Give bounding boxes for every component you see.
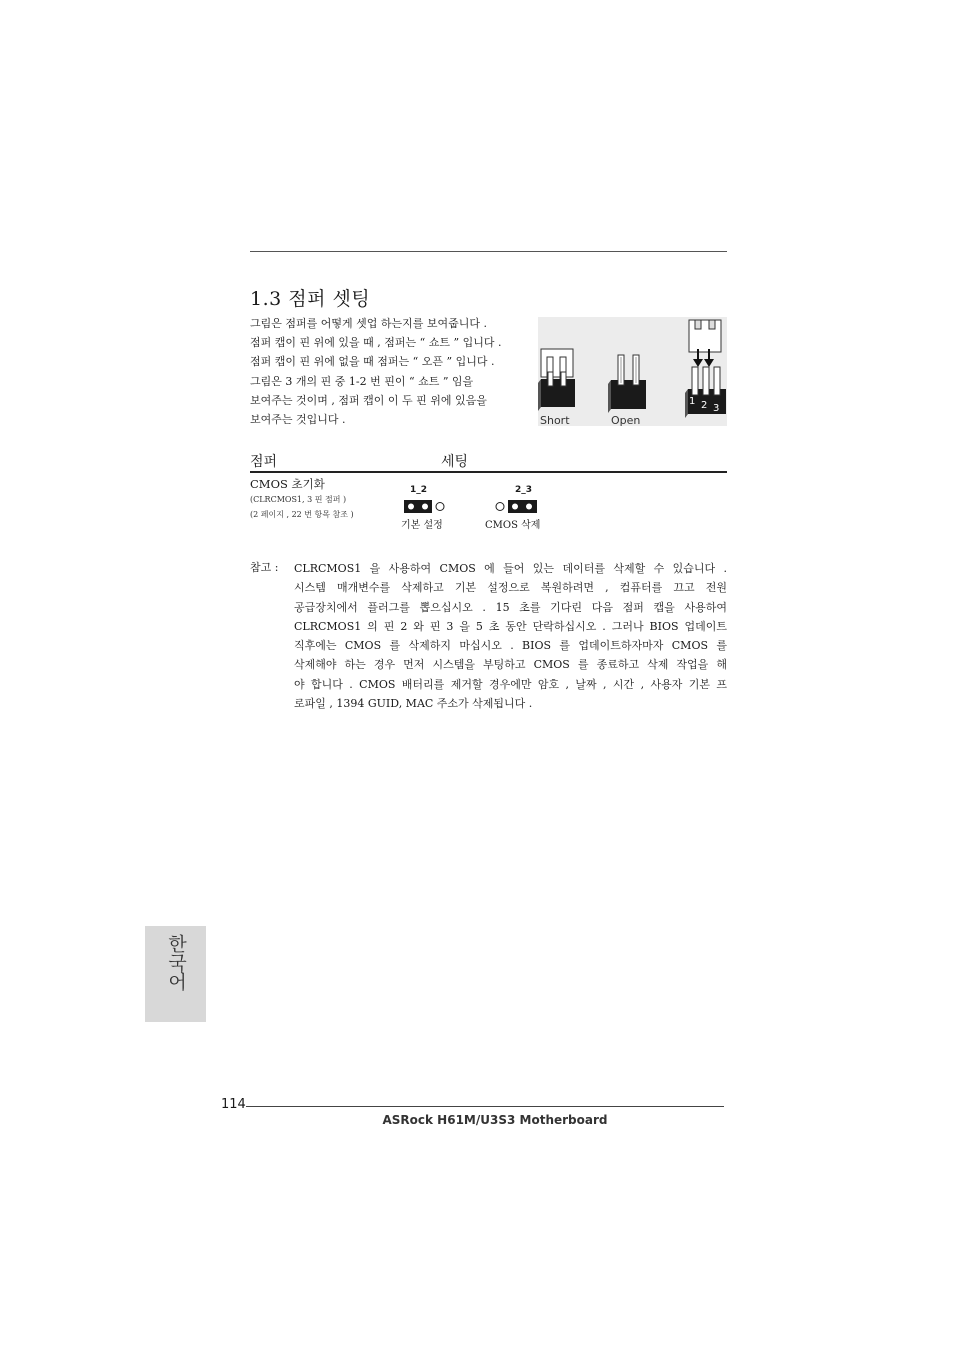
intro-line: 보여주는 것입니다 . (250, 413, 346, 427)
setting1-caption: 기본 설정 (401, 520, 443, 531)
note-line: 로파일 , 1394 GUID, MAC 주소가 삭제됩니다 . (294, 697, 533, 711)
language-tab-label: 한국어 (165, 934, 187, 991)
note-line: 시스템 매개변수를 삭제하고 기본 설정으로 복원하려면 , 컴퓨터를 끄고 전원 (294, 581, 727, 595)
jumper-diagram (538, 317, 727, 426)
setting2-jumper-icon (493, 499, 539, 515)
jumper-id: (CLRCMOS1, 3 핀 점퍼 ) (250, 495, 347, 504)
pin-number: 1 (689, 396, 696, 407)
footer-rule (246, 1106, 724, 1107)
intro-line: 그림은 점퍼를 어떻게 셋업 하는지를 보여줍니다 . (250, 317, 487, 330)
intro-line: 보여주는 것이며 , 점퍼 캡이 이 두 핀 위에 있음을 (250, 393, 487, 407)
top-rule (250, 251, 727, 252)
column-header-setting: 세팅 (441, 454, 469, 470)
note-line: 야 합니다 . CMOS 배터리를 제거할 경우에만 암호 , 날짜 , 시간 , 사용자 기본 프 (294, 677, 727, 691)
setting2-caption: CMOS 삭제 (485, 520, 541, 531)
open-label: Open (611, 414, 641, 426)
short-jumper-graphic (538, 349, 575, 411)
note-line: CLRCMOS1 의 핀 2 와 핀 3 을 5 초 동안 단락하십시오 . 그러나 BIOS 업데이트 (294, 619, 727, 633)
open-jumper-graphic (608, 355, 646, 413)
three-pin-jumper-graphic (685, 320, 726, 418)
intro-line: 점퍼 캡이 핀 위에 있을 때 , 점퍼는 “ 쇼트 ” 입니다 . (250, 336, 502, 350)
intro-line: 그림은 3 개의 핀 중 1-2 번 핀이 “ 쇼트 ” 임을 (250, 374, 474, 388)
jumper-illustration (538, 317, 727, 426)
setting1-pins-label: 1_2 (410, 485, 428, 495)
note-body (294, 559, 727, 713)
column-header-jumper: 점퍼 (250, 454, 278, 470)
intro-line: 점퍼 캡이 핀 위에 없을 때 점퍼는 “ 오픈 ” 입니다 . (250, 355, 495, 369)
language-side-tab (145, 926, 206, 1022)
page-number: 114 (221, 1097, 246, 1112)
note-label: 참고 : (250, 561, 279, 574)
note-line: 직후에는 CMOS 를 삭제하지 마십시오 . BIOS 를 업데이트하자마자 CMOS 를 (294, 639, 727, 653)
table-header-rule (250, 471, 727, 473)
setting1-jumper-icon (404, 499, 448, 515)
pin-number: 3 (713, 403, 720, 414)
jumper-reference: (2 페이지 , 22 번 항목 참조 ) (250, 510, 354, 519)
intro-paragraph (250, 314, 542, 429)
short-label: Short (540, 414, 570, 426)
footer-title: ASRock H61M/U3S3 Motherboard (382, 1113, 608, 1127)
note-line: CLRCMOS1 을 사용하여 CMOS 에 들어 있는 데이터를 삭제할 수 있습니다 . (294, 562, 727, 575)
setting2-pins-label: 2_3 (515, 485, 533, 495)
note-line: 삭제해야 하는 경우 먼저 시스템을 부팅하고 CMOS 를 종료하고 삭제 작업을 해 (294, 658, 727, 672)
pin-number: 2 (701, 400, 708, 411)
section-title: 1.3 점퍼 셋팅 (250, 288, 371, 310)
note-line: 공급장치에서 플러그를 뽑으십시오 . 15 초를 기다린 다음 점퍼 캡을 사용하여 (294, 600, 727, 614)
jumper-name: CMOS 초기화 (250, 477, 325, 491)
